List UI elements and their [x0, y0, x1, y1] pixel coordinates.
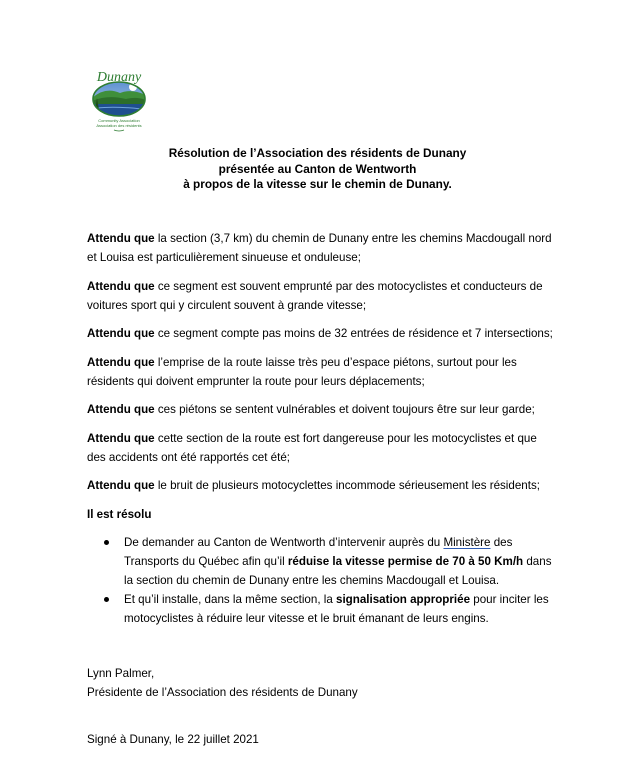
whereas-clause-1: Attendu que la section (3,7 km) du chemin de Dunany entre les chemins Macdougall nord et Louisa est particulièrement sinueuse et onduleuse;	[87, 232, 552, 264]
title-line-3: à propos de la vitesse sur le chemin de Dunany.	[183, 177, 452, 191]
resolutions-list	[87, 533, 557, 628]
whereas-clause-5: Attendu que ces piétons se sentent vulnérables et doivent toujours être sur leur garde;	[87, 403, 535, 416]
whereas-clause-4: Attendu que l’emprise de la route laisse très peu d’espace piétons, surtout pour les résidents qui doivent emprunter la route pour leurs déplacements;	[87, 355, 517, 388]
signed-place-date: Signé à Dunany, le 22 juillet 2021	[87, 733, 259, 746]
bullet-icon	[104, 540, 109, 545]
whereas-clause-2: Attendu que ce segment est souvent emprunté par des motocyclistes et conducteurs de voitures sport qui y circulent souvent à grande vitesse;	[87, 279, 543, 312]
title-line-2: présentée au Canton de Wentworth	[218, 161, 417, 176]
svg-text:Dunany: Dunany	[96, 70, 142, 85]
bullet-icon	[104, 597, 109, 602]
svg-text:Community Association: Community Association	[98, 118, 140, 123]
logo-graphic-icon	[86, 66, 152, 134]
signatory-name: Lynn Palmer,	[87, 667, 155, 680]
resolution-item-2: Et qu’il installe, dans la même section, la signalisation appropriée pour inciter les motocyclistes à réduire leur vitesse et le bruit émanant de leurs engins.	[87, 590, 557, 628]
spellcheck-underlined-word: Ministère	[443, 535, 491, 549]
svg-text:Association des résidents: Association des résidents	[96, 123, 142, 128]
resolution-item-1: De demander au Canton de Wentworth d’intervenir auprès du Ministère des Transports du Québec afin qu’il réduise la vitesse permise de 70 à 50 Km/h dans la section du chemin de Dunany entre les chemins Macdougall et Louisa.	[87, 533, 557, 590]
dunany-association-logo	[86, 66, 152, 134]
document-body	[87, 229, 557, 628]
whereas-clause-3: Attendu que ce segment compte pas moins de 32 entrées de résidence et 7 intersections;	[87, 327, 553, 340]
signatory-role: Présidente de l’Association des résidents de Dunany	[87, 686, 358, 699]
title-line-1: Résolution de l’Association des résidents de Dunany	[168, 146, 467, 160]
document-title	[0, 146, 635, 193]
whereas-clause-7: Attendu que le bruit de plusieurs motocyclettes incommode sérieusement les résidents;	[87, 479, 540, 492]
resolved-heading: Il est résolu	[87, 507, 152, 521]
signature-block	[87, 664, 358, 702]
whereas-clause-6: Attendu que cette section de la route est fort dangereuse pour les motocyclistes et que des accidents ont été rapportés cet été;	[87, 431, 537, 464]
